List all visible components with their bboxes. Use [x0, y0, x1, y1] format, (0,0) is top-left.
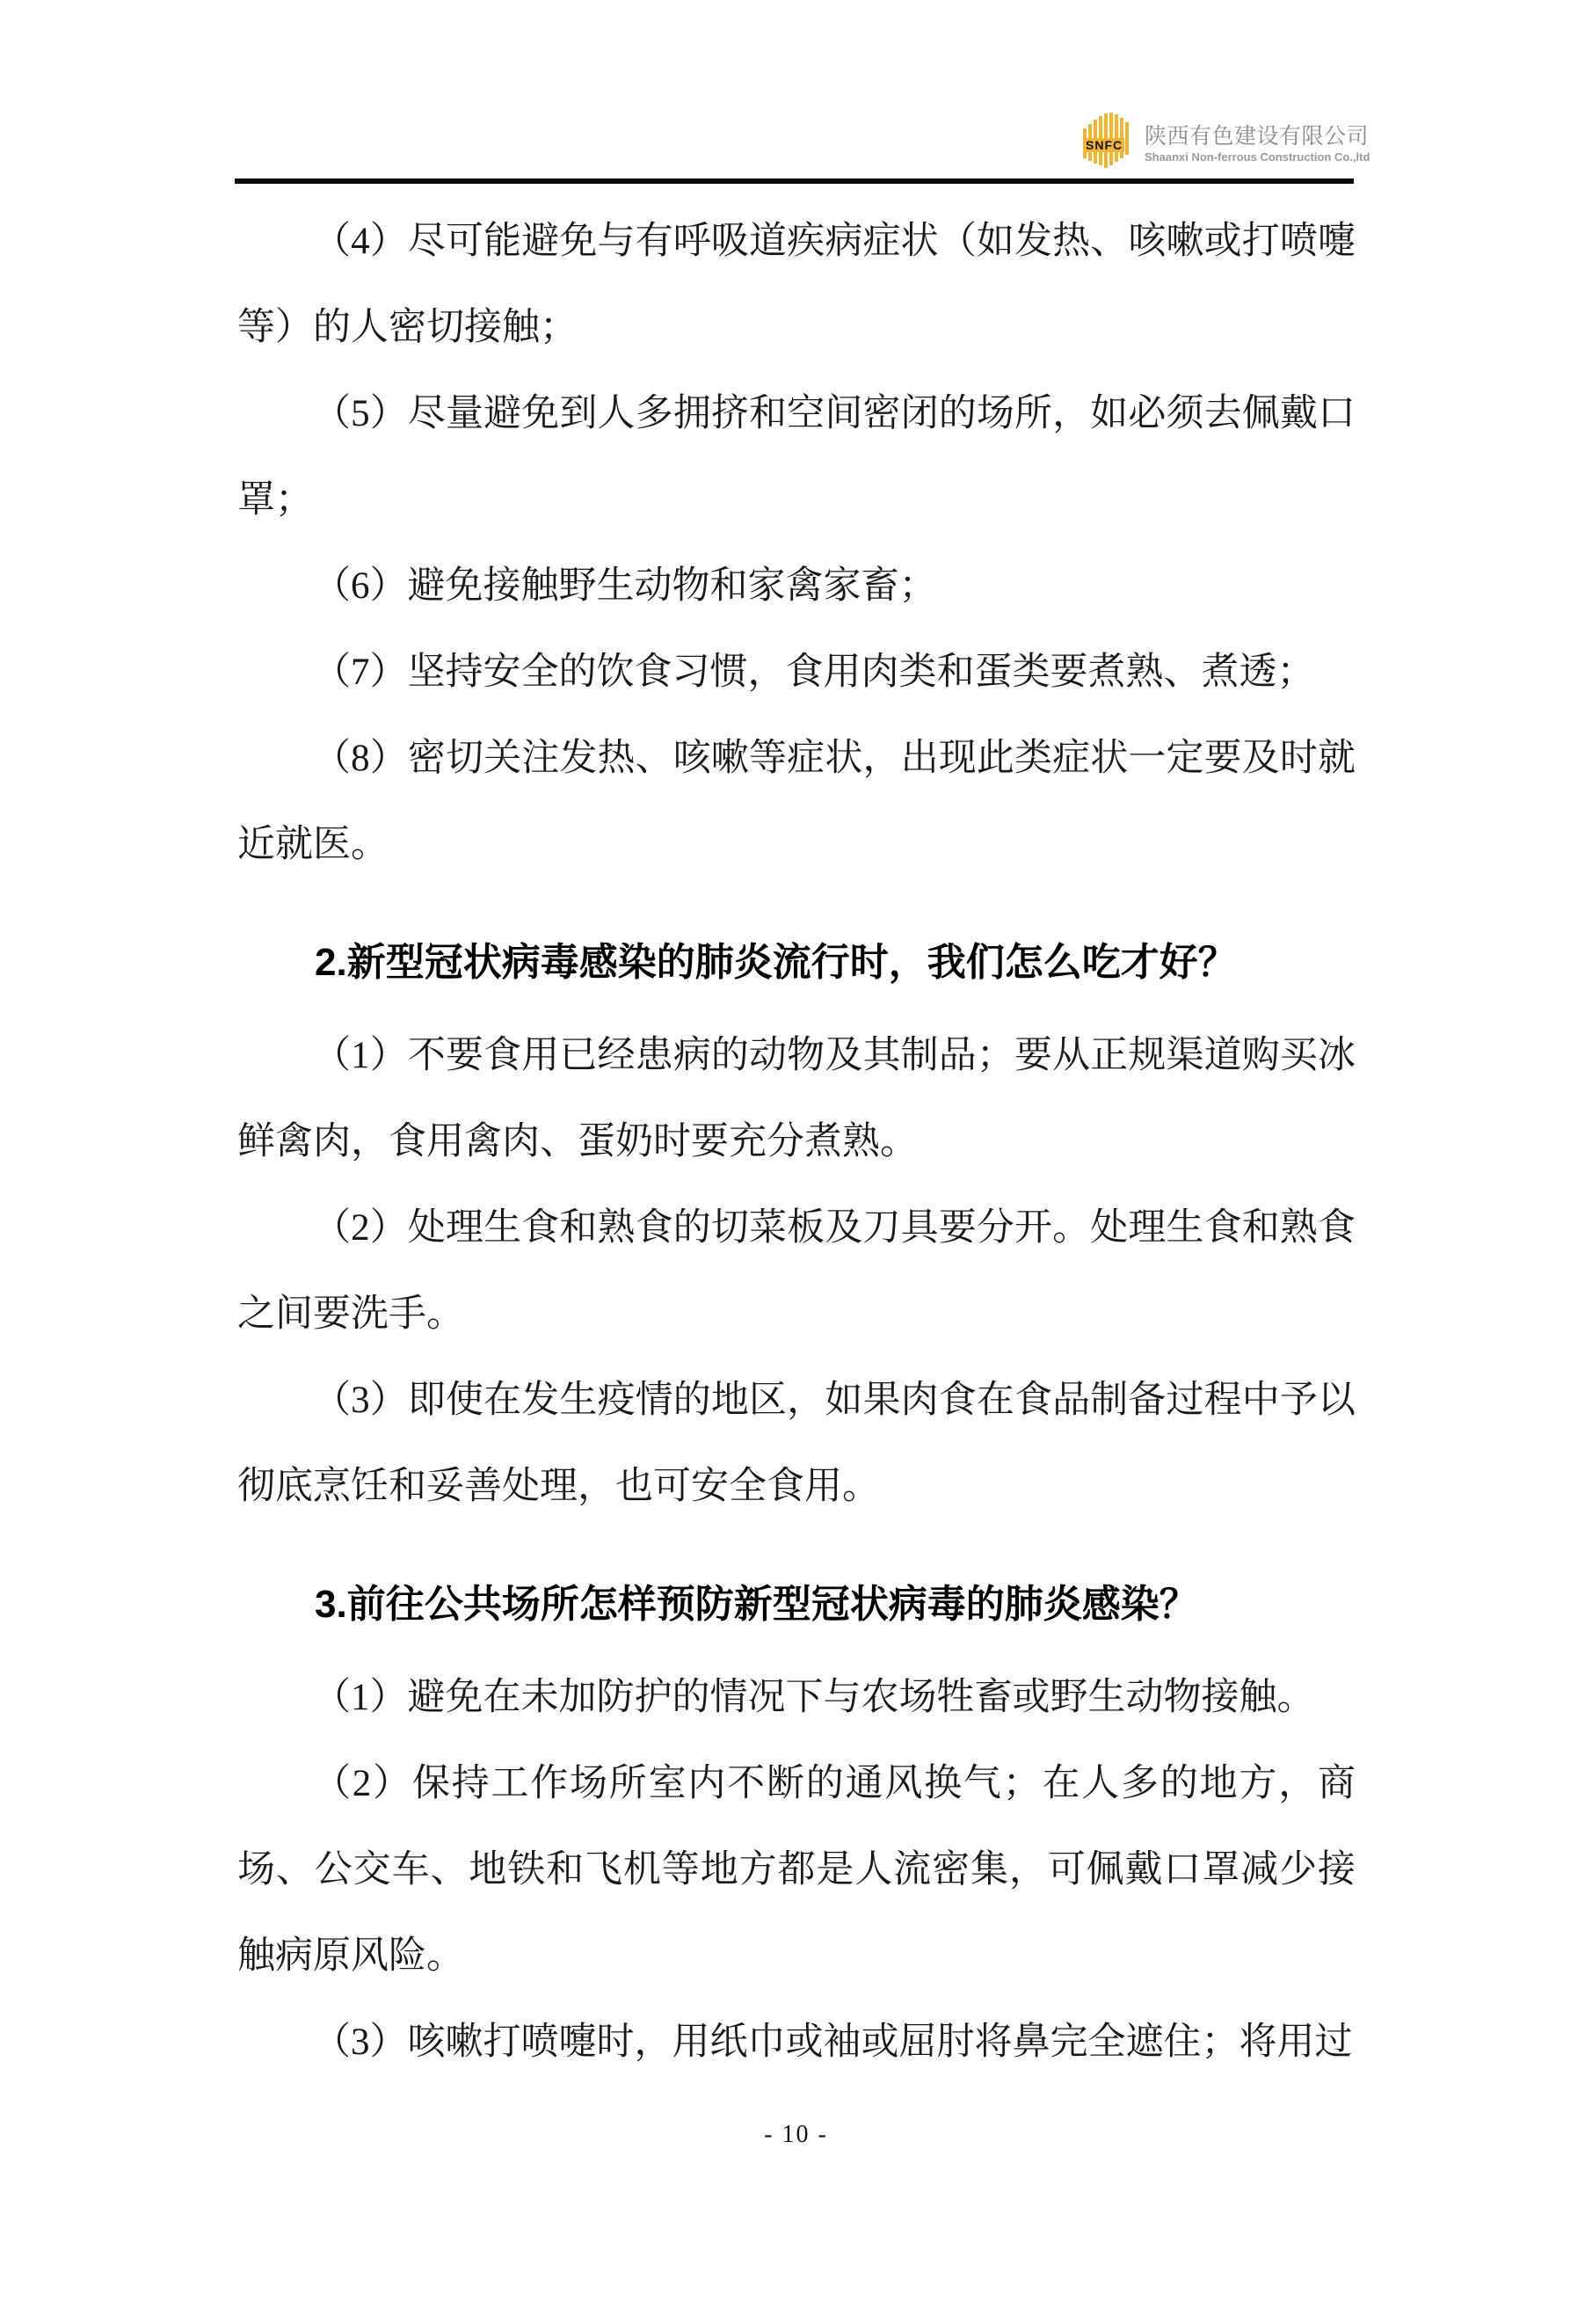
paragraph-8: （8）密切关注发热、咳嗽等症状，出现此类症状一定要及时就近就医。: [237, 738, 1356, 865]
paragraph-5: （5）尽量避免到人多拥挤和空间密闭的场所，如必须去佩戴口罩；: [237, 393, 1356, 521]
page-header: [1083, 111, 1370, 171]
logo-acronym-label: SNFC: [1086, 138, 1123, 152]
company-logo: [1083, 111, 1132, 171]
paragraph-6: （6）避免接触野生动物和家禽家畜；: [313, 565, 937, 607]
paragraph-s2-3: （3）即使在发生疫情的地区，如果肉食在食品制备过程中予以彻底烹饪和妥善处理，也可安全食用。: [237, 1380, 1356, 1507]
company-name-zh: 陕西有色建设有限公司: [1145, 124, 1370, 149]
document-body: [237, 199, 1356, 2086]
header-divider: [235, 178, 1354, 184]
paragraph-s2-2: （2）处理生食和熟食的切菜板及刀具要分开。处理生食和熟食之间要洗手。: [237, 1207, 1356, 1335]
section-heading-2: 2.新型冠状病毒感染的肺炎流行时，我们怎么吃才好？: [315, 941, 1237, 984]
section-heading-3: 3.前往公共场所怎样预防新型冠状病毒的肺炎感染？: [315, 1583, 1198, 1626]
page-number: - 10 -: [764, 2121, 828, 2148]
company-name-block: [1145, 111, 1370, 164]
paragraph-s3-3: （3）咳嗽打喷嚏时，用纸巾或袖或屈肘将鼻完全遮住；将用过: [313, 2022, 1353, 2063]
paragraph-7: （7）坚持安全的饮食习惯，食用肉类和蛋类要煮熟、煮透；: [313, 652, 1315, 693]
page-footer: [0, 2121, 1592, 2149]
paragraph-s3-1: （1）避免在未加防护的情况下与农场牲畜或野生动物接触。: [313, 1677, 1315, 1718]
paragraph-4: （4）尽可能避免与有呼吸道疾病症状（如发热、咳嗽或打喷嚏等）的人密切接触；: [237, 221, 1356, 348]
company-name-en: Shaanxi Non-ferrous Construction Co.,ltd: [1145, 150, 1370, 164]
paragraph-s2-1: （1）不要食用已经患病的动物及其制品；要从正规渠道购买冰鲜禽肉，食用禽肉、蛋奶时要充分煮熟。: [237, 1035, 1356, 1162]
paragraph-s3-2: （2）保持工作场所室内不断的通风换气；在人多的地方，商场、公交车、地铁和飞机等地方都是人流密集，可佩戴口罩减少接触病原风险。: [237, 1763, 1356, 1977]
